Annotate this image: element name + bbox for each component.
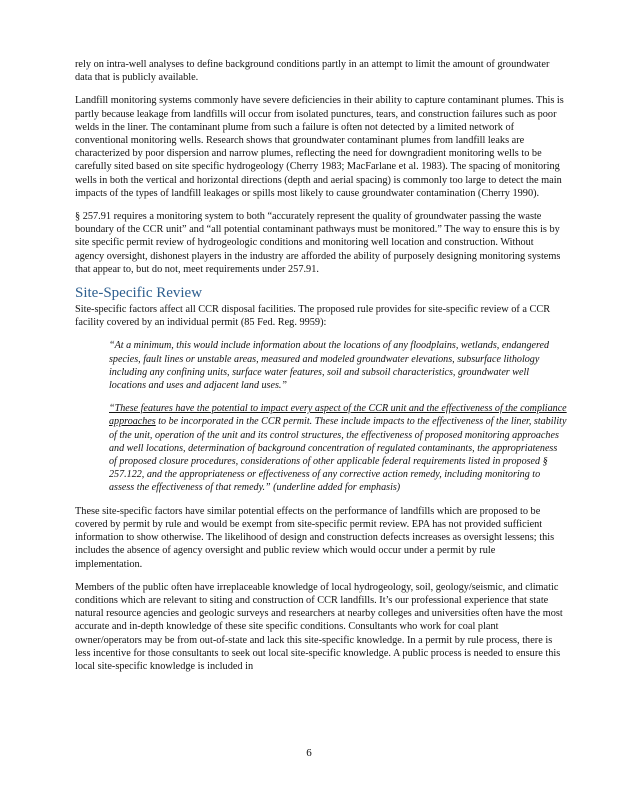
page-number: 6	[306, 747, 312, 759]
paragraph-257-91: § 257.91 requires a monitoring system to both “accurately represent the quality of groundwater passing the waste boundary of the CCR unit” and “all potential contaminant pathways must be monitored.” The way to ensure this is by site specific permit review of hydrogeologic conditions and monitoring well location and construction. Without agency oversight, dishonest players in the industry are afforded the ability of purposely designing monitoring systems that appear to, but do not, meet requirements under 257.91.	[75, 211, 561, 275]
section-heading: Site-Specific Review	[75, 285, 203, 302]
underlined-emphasis: “These features have the potential to impact every aspect of the CCR unit and the effectiveness of the compliance approaches	[109, 403, 567, 428]
paragraph-landfill-monitoring: Landfill monitoring systems commonly have severe deficiencies in their ability to capture contaminant plumes. This is partly because leakage from landfills will occur from isolated punctures, tears, and construction failures such as poor welds in the liner. The contaminant plume from such a failure is often not detected by a limited network of conventional monitoring wells. Research shows that groundwater contaminant plumes from landfill leaks are characterized by poor dispersion and narrow plumes, reflecting the need for downgradient monitoring wells to be carefully sited based on site specific hydrogeology (Cherry 1983; MacFarlane et al. 1983). The spacing of monitoring wells in both the vertical and horizontal directions (depth and aerial spacing) is commonly too large to detect the main impacts of the types of landfill leakages or spills most likely to cause groundwater contamination (Cherry 1990).	[75, 95, 564, 199]
paragraph-public-knowledge: Members of the public often have irreplaceable knowledge of local hydrogeology, soil, geology/seismic, and climatic conditions which are relevant to siting and construction of CCR landfills. It’s our professional experience that state natural resource agencies and geologic surveys and researchers at nearby colleges and universities often have the most accurate and in-depth knowledge of these site specific conditions. Consultants who work for coal plant owner/operators may be from out-of-state and lack this site-specific knowledge. In a permit by rule process, there is less incentive for those consultants to seek out local site-specific knowledge. A public process is needed to ensure this local site-specific knowledge is included in	[75, 581, 563, 672]
block-quote-2	[109, 402, 567, 494]
block-quote-1: “At a minimum, this would include information about the locations of any floodplains, wetlands, endangered species, fault lines or unstable areas, measured and modeled groundwater elevations, subsurface lithology including any confining units, surface water features, soil and subsoil characteristics, groundwater well locations and uses and adjacent land uses.”	[109, 340, 550, 392]
paragraph-similar-effects: These site-specific factors have similar potential effects on the performance of landfills which are proposed to be covered by permit by rule and would be exempt from site-specific permit review. EPA has not provided sufficient information to show otherwise. The likelihood of design and construction defects increases as oversight lessens; this includes the absence of agency oversight and public review which would occur under a permit by rule implementation.	[75, 505, 555, 570]
quote-2-rest: to be incorporated in the CCR permit. These include impacts to the effectiveness of the liner, stability of the unit, operation of the unit and its control structures, the effectiveness of proposed monitoring approaches and well locations, determination of background concentration of regulated contaminants, the appropriateness of proposed closure procedures, considerations of other applicable federal requirements listed in proposed § 257.122, and the appropriateness or effectiveness of any corrective action remedy, including monitoring to assess the effectiveness of that remedy.” (underline added for emphasis)	[109, 416, 567, 494]
text-column	[75, 58, 565, 673]
paragraph-site-specific-intro: Site-specific factors affect all CCR disposal facilities. The proposed rule provides for site-specific review of a CCR facility covered by an individual permit (85 Fed. Reg. 9959):	[75, 304, 551, 329]
paragraph-intra-well: rely on intra-well analyses to define background conditions partly in an attempt to limit the amount of groundwater data that is publicly available.	[75, 59, 550, 84]
